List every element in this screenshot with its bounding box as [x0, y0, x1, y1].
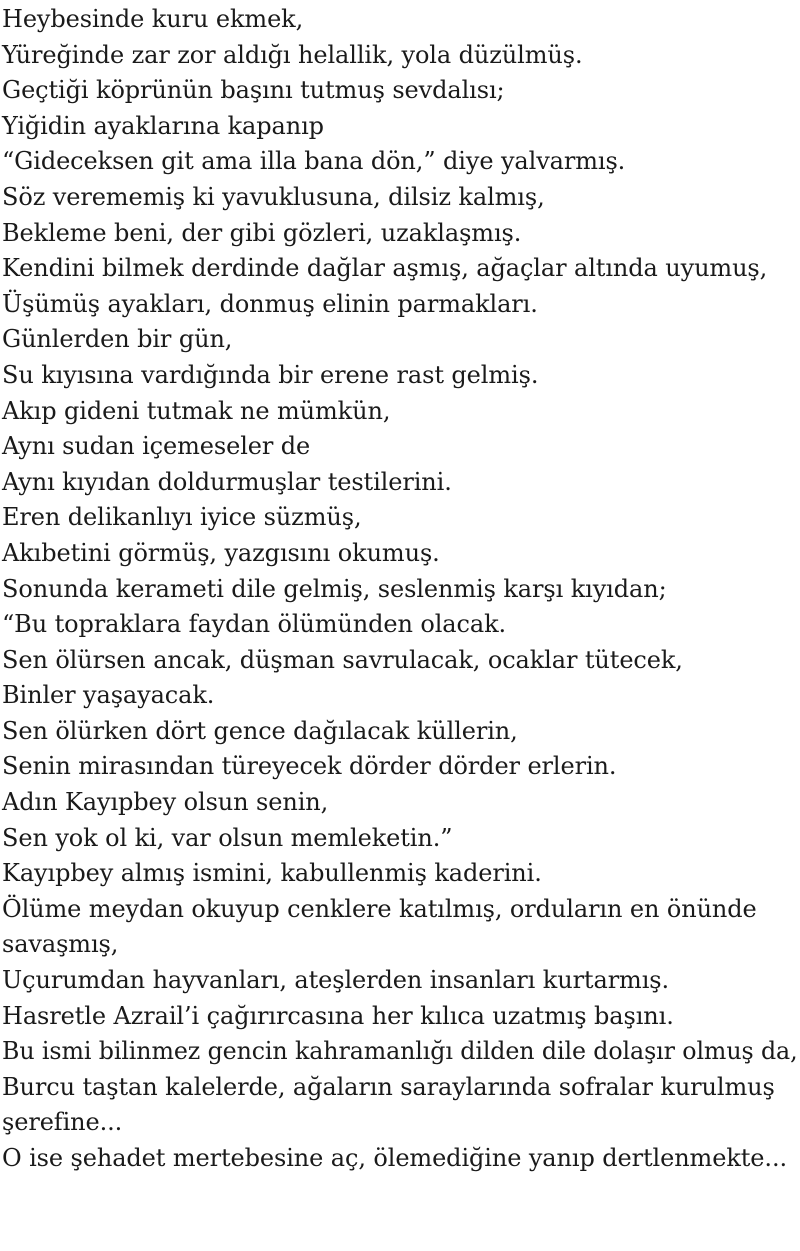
- poem-line: Sen ölürsen ancak, düşman savrulacak, ocaklar tütecek,: [2, 645, 683, 674]
- poem-line: savaşmış,: [2, 930, 119, 959]
- poem-line: Bekleme beni, der gibi gözleri, uzaklaşmış.: [2, 218, 522, 247]
- poem-line: “Bu topraklara faydan ölümünden olacak.: [2, 610, 507, 639]
- poem-line: Burcu taştan kalelerde, ağaların saraylarında sofralar kurulmuş: [2, 1072, 775, 1101]
- poem-line: Geçtiği köprünün başını tutmuş sevdalısı;: [2, 76, 505, 105]
- poem-line: O ise şehadet mertebesine aç, ölemediğine yanıp dertlenmekte...: [2, 1144, 787, 1172]
- poem-line: Adın Kayıpbey olsun senin,: [2, 788, 329, 817]
- poem-line: Su kıyısına vardığında bir erene rast gelmiş.: [2, 360, 539, 389]
- poem-line: Kendini bilmek derdinde dağlar aşmış, ağaçlar altında uyumuş,: [2, 254, 768, 283]
- poem-line: Senin mirasından türeyecek dörder dörder erlerin.: [2, 752, 617, 781]
- poem-line: Heybesinde kuru ekmek,: [2, 5, 304, 33]
- poem-line: Günlerden bir gün,: [2, 325, 233, 354]
- poem-line: Ölüme meydan okuyup cenklere katılmış, orduların en önünde: [2, 894, 757, 923]
- poem-line: Akıbetini görmüş, yazgısını okumuş.: [2, 538, 440, 567]
- poem-line: “Gideceksen git ama illa bana dön,” diye yalvarmış.: [2, 147, 626, 176]
- poem-line: Söz verememiş ki yavuklusuna, dilsiz kalmış,: [2, 182, 545, 211]
- poem-line: Bu ismi bilinmez gencin kahramanlığı dilden dile dolaşır olmuş da,: [2, 1037, 798, 1066]
- poem-line: Üşümüş ayakları, donmuş elinin parmakları.: [2, 289, 538, 318]
- poem-line: Sonunda kerameti dile gelmiş, seslenmiş karşı kıyıdan;: [2, 574, 667, 603]
- poem-line: Uçurumdan hayvanları, ateşlerden insanları kurtarmış.: [2, 966, 670, 995]
- poem-line: Binler yaşayacak.: [2, 681, 215, 710]
- poem-line: Eren delikanlıyı iyice süzmüş,: [2, 503, 362, 532]
- poem-line: şerefine...: [2, 1108, 123, 1137]
- poem-line: Yüreğinde zar zor aldığı helallik, yola düzülmüş.: [2, 40, 583, 69]
- poem-line: Akıp gideni tutmak ne mümkün,: [2, 396, 391, 425]
- poem-line: Kayıpbey almış ismini, kabullenmiş kaderini.: [2, 859, 542, 888]
- poem-line: Yiğidin ayaklarına kapanıp: [2, 111, 324, 140]
- poem-line: Sen yok ol ki, var olsun memleketin.”: [2, 823, 453, 852]
- poem-line: Aynı kıyıdan doldurmuşlar testilerini.: [2, 467, 452, 496]
- poem-line: Sen ölürken dört gence dağılacak küllerin,: [2, 716, 518, 745]
- poem-line: Hasretle Azrail’i çağırırcasına her kılıca uzatmış başını.: [2, 1001, 674, 1030]
- poem-line: Aynı sudan içemeseler de: [2, 432, 311, 461]
